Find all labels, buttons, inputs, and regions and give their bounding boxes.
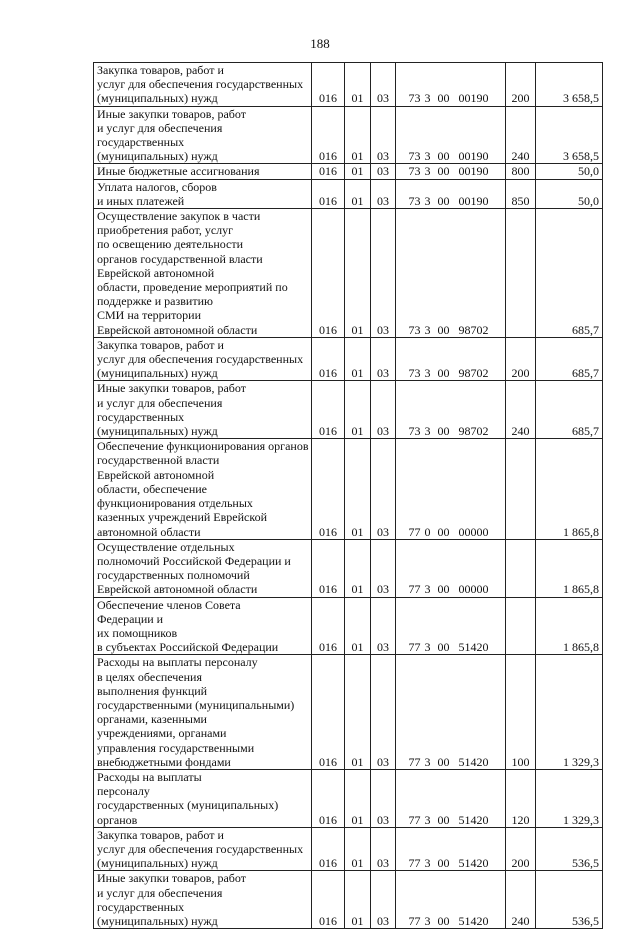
target-code-part: 3 [424,582,431,597]
subsection-code: 03 [371,597,396,655]
row-name: Закупка товаров, работ и услуг для обеспечения государственных (муниципальных) нужд [94,827,312,871]
target-code-part: 00 [437,524,450,539]
table-row [94,179,603,208]
target-code-part: 3 [424,91,431,106]
target-article-code [396,539,506,597]
target-code-part: 3 [424,754,431,769]
expense-type-code: 200 [506,827,536,871]
target-code-part: 3 [424,812,431,827]
subsection-code: 03 [371,209,396,338]
amount: 50,0 [536,179,603,208]
row-name: Расходы на выплаты персоналу в целях обеспечения выполнения функций государственными (муниципальными) органами, казенными учреждениями, органами управления государственными внебюджетными фондами [94,655,312,770]
target-code-part: 77 [408,856,421,871]
amount: 1 865,8 [536,539,603,597]
ministry-code: 016 [312,337,345,381]
target-code-part: 3 [424,913,431,928]
section-code: 01 [345,655,371,770]
table-row [94,63,603,107]
row-name: Осуществление закупок в части приобретения работ, услуг по освещению деятельности органов государственной власти Еврейской автономной области, проведение мероприятий по поддержке и развитию СМИ на территории Еврейской автономной области [94,209,312,338]
target-code-part: 73 [408,424,421,439]
section-code: 01 [345,381,371,439]
target-code-part: 51420 [458,640,489,655]
target-code-part: 00 [437,164,450,179]
ministry-code: 016 [312,871,345,929]
target-code-part: 73 [408,322,421,337]
table-row [94,539,603,597]
ministry-code: 016 [312,597,345,655]
row-name: Иные бюджетные ассигнования [94,164,312,179]
table-row [94,769,603,827]
row-name: Иные закупки товаров, работ и услуг для обеспечения государственных (муниципальных) нужд [94,381,312,439]
target-code-part: 77 [408,640,421,655]
ministry-code: 016 [312,439,345,539]
target-code-part: 77 [408,754,421,769]
ministry-code: 016 [312,655,345,770]
amount: 685,7 [536,337,603,381]
expense-type-code: 800 [506,164,536,179]
expense-type-code [506,439,536,539]
subsection-code: 03 [371,655,396,770]
target-code-part: 0 [424,524,431,539]
section-code: 01 [345,769,371,827]
target-article-code [396,106,506,164]
amount: 3 658,5 [536,63,603,107]
budget-table [93,62,603,929]
target-article-code [396,381,506,439]
target-code-part: 00 [437,640,450,655]
expense-type-code: 240 [506,871,536,929]
target-code-part: 3 [424,640,431,655]
target-code-part: 3 [424,322,431,337]
section-code: 01 [345,106,371,164]
subsection-code: 03 [371,164,396,179]
target-code-part: 73 [408,164,421,179]
target-code-part: 98702 [458,322,489,337]
expense-type-code: 200 [506,337,536,381]
target-article-code [396,597,506,655]
target-article-code [396,164,506,179]
amount: 536,5 [536,827,603,871]
section-code: 01 [345,827,371,871]
row-name: Закупка товаров, работ и услуг для обеспечения государственных (муниципальных) нужд [94,63,312,107]
amount: 1 865,8 [536,439,603,539]
target-code-part: 00190 [458,149,489,164]
expense-type-code: 240 [506,106,536,164]
target-code-part: 3 [424,164,431,179]
row-name: Закупка товаров, работ и услуг для обеспечения государственных (муниципальных) нужд [94,337,312,381]
section-code: 01 [345,871,371,929]
target-code-part: 00 [437,366,450,381]
table-row [94,209,603,338]
table-row [94,871,603,929]
expense-type-code: 850 [506,179,536,208]
amount: 1 329,3 [536,655,603,770]
amount: 3 658,5 [536,106,603,164]
expense-type-code [506,209,536,338]
target-article-code [396,655,506,770]
table-row [94,106,603,164]
row-name: Уплата налогов, сборов и иных платежей [94,179,312,208]
ministry-code: 016 [312,381,345,439]
expense-type-code: 120 [506,769,536,827]
target-article-code [396,769,506,827]
amount: 536,5 [536,871,603,929]
target-code-part: 77 [408,582,421,597]
target-article-code [396,337,506,381]
target-article-code [396,179,506,208]
target-article-code [396,209,506,338]
target-code-part: 3 [424,856,431,871]
target-code-part: 77 [408,524,421,539]
target-code-part: 00000 [458,524,489,539]
ministry-code: 016 [312,63,345,107]
ministry-code: 016 [312,827,345,871]
target-code-part: 98702 [458,424,489,439]
target-code-part: 00 [437,856,450,871]
expense-type-code: 240 [506,381,536,439]
target-code-part: 00190 [458,91,489,106]
target-code-part: 00 [437,149,450,164]
ministry-code: 016 [312,106,345,164]
section-code: 01 [345,179,371,208]
amount: 685,7 [536,209,603,338]
table-row [94,439,603,539]
target-article-code [396,63,506,107]
amount: 1 329,3 [536,769,603,827]
target-code-part: 77 [408,913,421,928]
target-code-part: 77 [408,812,421,827]
subsection-code: 03 [371,871,396,929]
table-row [94,381,603,439]
target-code-part: 51420 [458,812,489,827]
target-code-part: 00 [437,754,450,769]
target-code-part: 00 [437,913,450,928]
expense-type-code [506,597,536,655]
target-code-part: 00190 [458,193,489,208]
amount: 1 865,8 [536,597,603,655]
row-name: Обеспечение членов Совета Федерации и их помощников в субъектах Российской Федерации [94,597,312,655]
target-code-part: 00 [437,424,450,439]
section-code: 01 [345,209,371,338]
expense-type-code: 200 [506,63,536,107]
expense-type-code: 100 [506,655,536,770]
amount: 685,7 [536,381,603,439]
target-code-part: 00 [437,91,450,106]
subsection-code: 03 [371,769,396,827]
target-code-part: 3 [424,366,431,381]
target-code-part: 00 [437,193,450,208]
row-name: Иные закупки товаров, работ и услуг для обеспечения государственных (муниципальных) нужд [94,871,312,929]
target-code-part: 73 [408,91,421,106]
table-row [94,827,603,871]
table-row [94,655,603,770]
subsection-code: 03 [371,539,396,597]
section-code: 01 [345,63,371,107]
target-code-part: 73 [408,366,421,381]
subsection-code: 03 [371,179,396,208]
target-code-part: 00 [437,582,450,597]
section-code: 01 [345,597,371,655]
table-body [94,63,603,929]
target-code-part: 98702 [458,366,489,381]
section-code: 01 [345,164,371,179]
row-name: Обеспечение функционирования органов государственной власти Еврейской автономной области, обеспечение функционирования отдельных казенных учреждений Еврейской автономной области [94,439,312,539]
target-code-part: 00000 [458,582,489,597]
target-article-code [396,827,506,871]
target-code-part: 00190 [458,164,489,179]
subsection-code: 03 [371,106,396,164]
section-code: 01 [345,337,371,381]
subsection-code: 03 [371,381,396,439]
amount: 50,0 [536,164,603,179]
target-code-part: 73 [408,193,421,208]
target-code-part: 51420 [458,913,489,928]
target-code-part: 73 [408,149,421,164]
target-article-code [396,871,506,929]
row-name: Осуществление отдельных полномочий Российской Федерации и государственных полномочий Еврейской автономной области [94,539,312,597]
ministry-code: 016 [312,164,345,179]
target-code-part: 3 [424,193,431,208]
target-article-code [396,439,506,539]
table-row [94,337,603,381]
target-code-part: 00 [437,322,450,337]
page-number: 188 [310,36,330,51]
target-code-part: 00 [437,812,450,827]
table-row [94,164,603,179]
expense-type-code [506,539,536,597]
section-code: 01 [345,439,371,539]
section-code: 01 [345,539,371,597]
ministry-code: 016 [312,209,345,338]
ministry-code: 016 [312,769,345,827]
target-code-part: 51420 [458,754,489,769]
target-code-part: 3 [424,424,431,439]
row-name: Расходы на выплаты персоналу государственных (муниципальных) органов [94,769,312,827]
ministry-code: 016 [312,179,345,208]
subsection-code: 03 [371,337,396,381]
ministry-code: 016 [312,539,345,597]
subsection-code: 03 [371,827,396,871]
target-code-part: 3 [424,149,431,164]
target-code-part: 51420 [458,856,489,871]
table-row [94,597,603,655]
subsection-code: 03 [371,63,396,107]
subsection-code: 03 [371,439,396,539]
row-name: Иные закупки товаров, работ и услуг для обеспечения государственных (муниципальных) нужд [94,106,312,164]
